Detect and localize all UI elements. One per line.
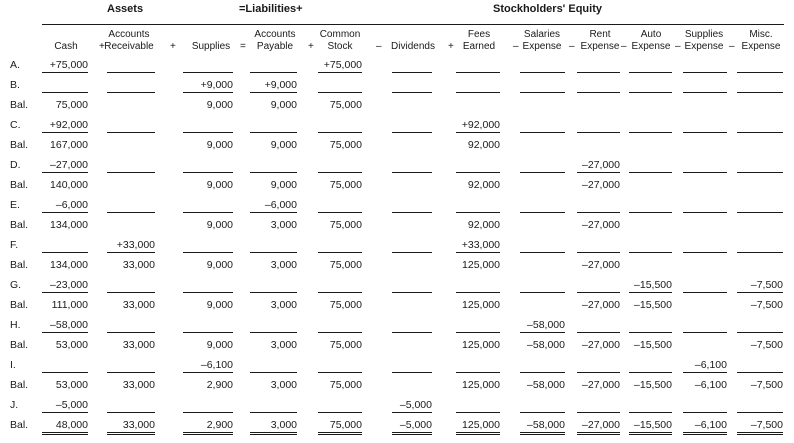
- underline: [456, 212, 500, 213]
- underline: [183, 292, 233, 293]
- underline: [577, 172, 620, 173]
- underline: [520, 172, 565, 173]
- underline: [456, 332, 500, 333]
- underline: [42, 372, 88, 373]
- cell-ap: 3,000: [270, 219, 297, 231]
- column-header-cash-line2: Cash: [54, 41, 78, 52]
- underline: [456, 92, 500, 93]
- cell-ap: 9,000: [270, 139, 297, 151]
- underline: [318, 252, 362, 253]
- underline: [629, 372, 672, 373]
- underline: [107, 212, 155, 213]
- cell-cash: –27,000: [50, 159, 88, 171]
- underline: [42, 172, 88, 173]
- underline: [683, 212, 727, 213]
- double-underline: [456, 432, 500, 435]
- cell-auto: –15,500: [634, 279, 672, 291]
- cell-cash: 111,000: [51, 299, 88, 311]
- underline: [250, 132, 297, 133]
- underline: [577, 92, 620, 93]
- column-header-fees-line2: Earned: [462, 41, 496, 52]
- cell-ar: 33,000: [122, 379, 155, 391]
- underline: [737, 172, 783, 173]
- underline: [456, 172, 500, 173]
- double-underline: [107, 432, 155, 435]
- cell-fees: 125,000: [462, 419, 500, 431]
- underline: [629, 72, 672, 73]
- cell-div: –5,000: [399, 419, 432, 431]
- underline: [318, 372, 362, 373]
- underline: [629, 252, 672, 253]
- underline: [392, 372, 432, 373]
- cell-rent: –27,000: [582, 419, 620, 431]
- underline: [318, 132, 362, 133]
- cell-auto: –15,500: [634, 339, 672, 351]
- double-underline: [683, 432, 727, 435]
- underline: [392, 212, 432, 213]
- column-header-rent-line2: Expense: [580, 41, 620, 52]
- underline: [183, 252, 233, 253]
- underline: [183, 132, 233, 133]
- cell-ap: 3,000: [270, 299, 297, 311]
- underline: [737, 292, 783, 293]
- underline: [683, 412, 727, 413]
- underline: [520, 332, 565, 333]
- row-label: Bal.: [10, 179, 29, 191]
- cell-cs: +75,000: [323, 59, 362, 71]
- cell-cash: –58,000: [50, 319, 88, 331]
- cell-fees: 125,000: [462, 339, 500, 351]
- cell-supexp: –6,100: [694, 379, 727, 391]
- underline: [107, 92, 155, 93]
- cell-cs: 75,000: [329, 139, 362, 151]
- cell-misc: –7,500: [750, 419, 783, 431]
- row-label: D.: [10, 159, 21, 171]
- underline: [456, 292, 500, 293]
- underline: [107, 132, 155, 133]
- cell-cash: 134,000: [50, 259, 88, 271]
- underline: [520, 412, 565, 413]
- cell-cs: 75,000: [329, 419, 362, 431]
- underline: [456, 412, 500, 413]
- cell-rent: –27,000: [582, 179, 620, 191]
- cell-ar: 33,000: [122, 299, 155, 311]
- cell-misc: –7,500: [750, 379, 783, 391]
- underline: [42, 292, 88, 293]
- row-label: Bal.: [10, 339, 29, 351]
- underline: [183, 332, 233, 333]
- operator-sign: –: [729, 41, 735, 52]
- column-header-misc-line1: Misc.: [749, 29, 773, 40]
- cell-rent: –27,000: [582, 339, 620, 351]
- cell-cash: 167,000: [50, 139, 88, 151]
- cell-ap: 3,000: [270, 339, 297, 351]
- underline: [629, 412, 672, 413]
- cell-cash: +75,000: [49, 59, 88, 71]
- cell-ap: 3,000: [270, 379, 297, 391]
- cell-ap: 9,000: [270, 99, 297, 111]
- underline: [737, 372, 783, 373]
- operator-sign: +: [170, 41, 176, 52]
- underline: [250, 72, 297, 73]
- underline: [392, 412, 432, 413]
- cell-sal: –58,000: [527, 339, 565, 351]
- underline: [392, 172, 432, 173]
- underline: [737, 252, 783, 253]
- underline: [392, 292, 432, 293]
- underline: [456, 72, 500, 73]
- underline: [683, 72, 727, 73]
- column-header-ar-line1: Accounts: [108, 29, 150, 40]
- underline: [42, 72, 88, 73]
- underline: [629, 292, 672, 293]
- column-header-misc-line2: Expense: [741, 41, 781, 52]
- underline: [318, 412, 362, 413]
- underline: [520, 292, 565, 293]
- underline: [737, 332, 783, 333]
- cell-sal: –58,000: [527, 419, 565, 431]
- underline: [183, 172, 233, 173]
- cell-misc: –7,500: [750, 279, 783, 291]
- row-label: Bal.: [10, 259, 29, 271]
- double-underline: [577, 432, 620, 435]
- underline: [577, 412, 620, 413]
- row-label: Bal.: [10, 99, 29, 111]
- column-header-auto-line1: Auto: [640, 29, 662, 40]
- cell-fees: 92,000: [467, 139, 500, 151]
- row-label: H.: [10, 319, 21, 331]
- underline: [42, 252, 88, 253]
- column-header-cs-line2: Stock: [327, 41, 353, 52]
- underline: [629, 212, 672, 213]
- cell-rent: –27,000: [582, 299, 620, 311]
- cell-fees: 125,000: [462, 259, 500, 271]
- underline: [107, 252, 155, 253]
- underline: [107, 372, 155, 373]
- row-label: I.: [10, 359, 16, 371]
- row-label: F.: [10, 239, 19, 251]
- cell-div: –5,000: [399, 399, 432, 411]
- assets-header: Assets: [107, 3, 144, 15]
- double-underline: [737, 432, 783, 435]
- double-underline: [392, 432, 432, 435]
- underline: [318, 92, 362, 93]
- cell-supplies: +9,000: [200, 79, 233, 91]
- double-underline: [318, 432, 362, 435]
- cell-fees: 125,000: [462, 379, 500, 391]
- underline: [107, 292, 155, 293]
- underline: [737, 212, 783, 213]
- cell-auto: –15,500: [634, 419, 672, 431]
- column-header-cs-line1: Common: [319, 29, 361, 40]
- cell-cash: 53,000: [55, 379, 88, 391]
- column-header-auto-line2: Expense: [631, 41, 671, 52]
- double-underline: [183, 432, 233, 435]
- underline: [183, 212, 233, 213]
- column-header-div-line2: Dividends: [391, 41, 435, 52]
- cell-sal: –58,000: [527, 319, 565, 331]
- underline: [629, 132, 672, 133]
- column-header-ap-line1: Accounts: [254, 29, 296, 40]
- row-label: Bal.: [10, 219, 29, 231]
- cell-cash: +92,000: [49, 119, 88, 131]
- cell-sal: –58,000: [527, 379, 565, 391]
- cell-rent: –27,000: [582, 219, 620, 231]
- underline: [577, 212, 620, 213]
- column-header-sal-line2: Expense: [522, 41, 562, 52]
- underline: [250, 332, 297, 333]
- operator-sign: –: [376, 41, 382, 52]
- column-header-supexp-line1: Supplies: [684, 29, 724, 40]
- underline: [577, 292, 620, 293]
- row-label: G.: [10, 279, 22, 291]
- underline: [318, 332, 362, 333]
- cell-fees: 92,000: [467, 179, 500, 191]
- cell-supplies: –6,100: [200, 359, 233, 371]
- underline: [683, 292, 727, 293]
- underline: [683, 372, 727, 373]
- cell-fees: 125,000: [462, 299, 500, 311]
- column-header-ar-line2: Receivable: [104, 41, 154, 52]
- underline: [107, 332, 155, 333]
- underline: [392, 72, 432, 73]
- underline: [683, 172, 727, 173]
- underline: [250, 412, 297, 413]
- underline: [520, 252, 565, 253]
- underline: [683, 92, 727, 93]
- row-label: E.: [10, 199, 20, 211]
- underline: [318, 212, 362, 213]
- underline: [42, 132, 88, 133]
- operator-sign: –: [513, 41, 519, 52]
- cell-cs: 75,000: [329, 219, 362, 231]
- underline: [318, 172, 362, 173]
- cell-fees: +92,000: [461, 119, 500, 131]
- cell-ar: 33,000: [122, 339, 155, 351]
- column-header-ap-line2: Payable: [256, 41, 294, 52]
- underline: [456, 132, 500, 133]
- cell-supplies: 9,000: [206, 259, 233, 271]
- cell-supplies: 9,000: [206, 299, 233, 311]
- underline: [683, 252, 727, 253]
- operator-sign: –: [675, 41, 681, 52]
- underline: [456, 252, 500, 253]
- cell-supplies: 2,900: [206, 419, 233, 431]
- cell-supexp: –6,100: [694, 359, 727, 371]
- column-header-supplies-line2: Supplies: [191, 41, 231, 52]
- underline: [183, 92, 233, 93]
- cell-cash: 53,000: [55, 339, 88, 351]
- cell-cs: 75,000: [329, 299, 362, 311]
- underline: [107, 172, 155, 173]
- cell-auto: –15,500: [634, 379, 672, 391]
- row-label: Bal.: [10, 379, 29, 391]
- underline: [250, 292, 297, 293]
- underline: [107, 412, 155, 413]
- row-label: C.: [10, 119, 21, 131]
- underline: [318, 292, 362, 293]
- header-rule: [42, 24, 784, 25]
- cell-cs: 75,000: [329, 339, 362, 351]
- underline: [683, 132, 727, 133]
- underline: [577, 252, 620, 253]
- row-label: Bal.: [10, 299, 29, 311]
- cell-misc: –7,500: [750, 299, 783, 311]
- cell-cash: –6,000: [55, 199, 88, 211]
- cell-misc: –7,500: [750, 339, 783, 351]
- row-label: Bal.: [10, 139, 29, 151]
- underline: [737, 92, 783, 93]
- cell-supplies: 9,000: [206, 99, 233, 111]
- underline: [577, 372, 620, 373]
- cell-cs: 75,000: [329, 179, 362, 191]
- operator-sign: +: [99, 41, 105, 52]
- cell-ap: –6,000: [264, 199, 297, 211]
- operator-sign: =: [240, 41, 246, 52]
- cell-rent: –27,000: [582, 379, 620, 391]
- underline: [392, 332, 432, 333]
- underline: [577, 132, 620, 133]
- equity-header: Stockholders' Equity: [493, 3, 602, 15]
- operator-sign: +: [448, 41, 454, 52]
- operator-sign: +: [308, 41, 314, 52]
- double-underline: [42, 432, 88, 435]
- underline: [250, 372, 297, 373]
- underline: [683, 332, 727, 333]
- underline: [577, 72, 620, 73]
- cell-supplies: 2,900: [206, 379, 233, 391]
- cell-supplies: 9,000: [206, 179, 233, 191]
- underline: [250, 212, 297, 213]
- underline: [392, 132, 432, 133]
- underline: [42, 92, 88, 93]
- underline: [520, 132, 565, 133]
- row-label: B.: [10, 79, 20, 91]
- underline: [250, 252, 297, 253]
- column-header-supexp-line2: Expense: [684, 41, 724, 52]
- cell-cash: 134,000: [50, 219, 88, 231]
- liabilities-header: =Liabilities+: [239, 3, 303, 15]
- cell-ap: 3,000: [270, 419, 297, 431]
- underline: [42, 212, 88, 213]
- cell-cash: 48,000: [55, 419, 88, 431]
- underline: [183, 372, 233, 373]
- cell-ar: 33,000: [122, 259, 155, 271]
- underline: [42, 332, 88, 333]
- underline: [629, 172, 672, 173]
- underline: [183, 412, 233, 413]
- cell-fees: 92,000: [467, 219, 500, 231]
- cell-ap: 3,000: [270, 259, 297, 271]
- underline: [520, 72, 565, 73]
- underline: [107, 72, 155, 73]
- underline: [737, 72, 783, 73]
- cell-rent: –27,000: [582, 159, 620, 171]
- cell-ar: 33,000: [122, 419, 155, 431]
- column-header-fees-line1: Fees: [467, 29, 491, 40]
- cell-supplies: 9,000: [206, 339, 233, 351]
- operator-sign: –: [621, 41, 627, 52]
- cell-ar: +33,000: [116, 239, 155, 251]
- cell-supexp: –6,100: [694, 419, 727, 431]
- double-underline: [250, 432, 297, 435]
- cell-supplies: 9,000: [206, 139, 233, 151]
- column-header-sal-line1: Salaries: [523, 29, 561, 40]
- underline: [629, 332, 672, 333]
- underline: [577, 332, 620, 333]
- cell-cs: 75,000: [329, 259, 362, 271]
- operator-sign: –: [569, 41, 575, 52]
- cell-cs: 75,000: [329, 379, 362, 391]
- cell-ap: 9,000: [270, 179, 297, 191]
- cell-cash: 75,000: [55, 99, 88, 111]
- double-underline: [629, 432, 672, 435]
- underline: [250, 92, 297, 93]
- cell-ap: +9,000: [264, 79, 297, 91]
- underline: [737, 132, 783, 133]
- cell-fees: +33,000: [461, 239, 500, 251]
- double-underline: [520, 432, 565, 435]
- underline: [250, 172, 297, 173]
- underline: [42, 412, 88, 413]
- underline: [392, 92, 432, 93]
- cell-cs: 75,000: [329, 99, 362, 111]
- cell-cash: 140,000: [50, 179, 88, 191]
- underline: [520, 372, 565, 373]
- underline: [318, 72, 362, 73]
- cell-cash: –5,000: [55, 399, 88, 411]
- column-header-rent-line1: Rent: [589, 29, 611, 40]
- row-label: Bal.: [10, 419, 29, 431]
- row-label: J.: [10, 399, 19, 411]
- underline: [183, 72, 233, 73]
- cell-cash: –23,000: [50, 279, 88, 291]
- underline: [456, 372, 500, 373]
- underline: [629, 92, 672, 93]
- underline: [737, 412, 783, 413]
- row-label: A.: [10, 59, 20, 71]
- underline: [392, 252, 432, 253]
- cell-supplies: 9,000: [206, 219, 233, 231]
- cell-rent: –27,000: [582, 259, 620, 271]
- cell-auto: –15,500: [634, 299, 672, 311]
- underline: [520, 212, 565, 213]
- underline: [520, 92, 565, 93]
